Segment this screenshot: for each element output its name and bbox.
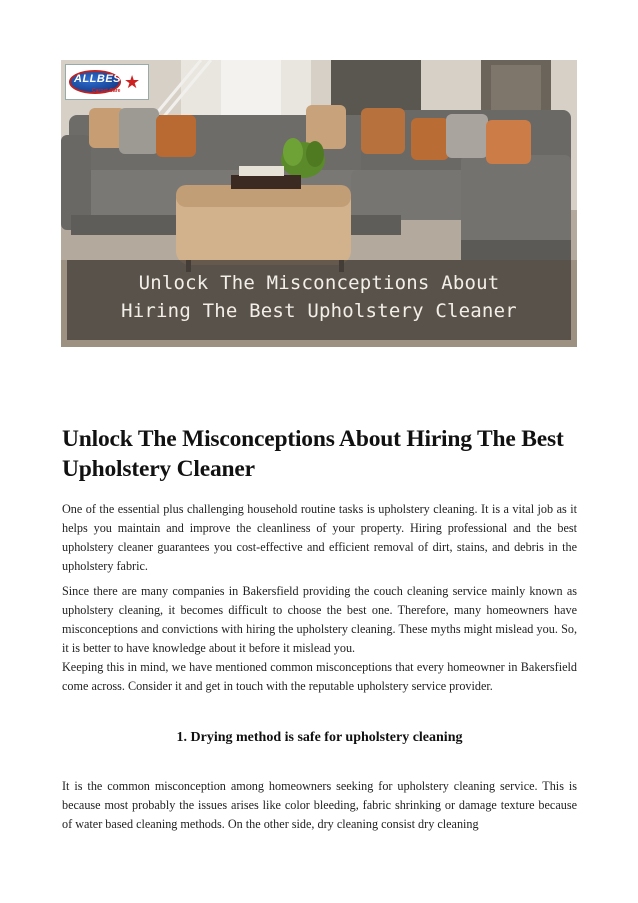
- hero-image: [61, 60, 577, 347]
- section-heading-drying-method: 1. Drying method is safe for upholstery cleaning: [176, 730, 463, 745]
- logo-text: ALLBEST: [74, 73, 129, 85]
- star-icon: ★: [124, 72, 141, 92]
- paragraph-drying-method: It is the common misconception among homeowners seeking for upholstery cleaning service. This is because most probably the issues arises like color bleeding, fabric shrinking or damage texture because of water based cleaning methods. On the other side, dry cleaning consist dry cleaning: [62, 779, 577, 831]
- logo-subtext: Carpet Care: [92, 88, 121, 94]
- article-title: Unlock The Misconceptions About Hiring The Best Upholstery Cleaner: [62, 426, 564, 482]
- company-logo: [65, 64, 149, 100]
- paragraph-companies: Since there are many companies in Bakersfield providing the couch cleaning service mainly known as upholstery cleaning, it becomes difficult to choose the best one. Therefore, many homeowners have misconceptions and convictions with hiring the upholstery cleaning. These myths might mislead you. So, it is better to have knowledge about it before it mislead you.: [62, 584, 577, 655]
- paragraph-intro: One of the essential plus challenging household routine tasks is upholstery cleaning. It is a vital job as it helps you maintain and improve the cleanliness of your property. Hiring professional and the best upholstery cleaner guarantees you cost-effective and efficient removal of dirt, stains, and debris in the upholstery fabric.: [62, 502, 577, 573]
- banner-title-line-2: Hiring The Best Upholstery Cleaner: [121, 300, 517, 322]
- paragraph-misconceptions: Keeping this in mind, we have mentioned common misconceptions that every homeowner in Bakersfield come across. Consider it and get in touch with the reputable upholstery service provider.: [62, 660, 577, 693]
- hero-banner: [67, 260, 571, 340]
- banner-title-line-1: Unlock The Misconceptions About: [138, 272, 500, 294]
